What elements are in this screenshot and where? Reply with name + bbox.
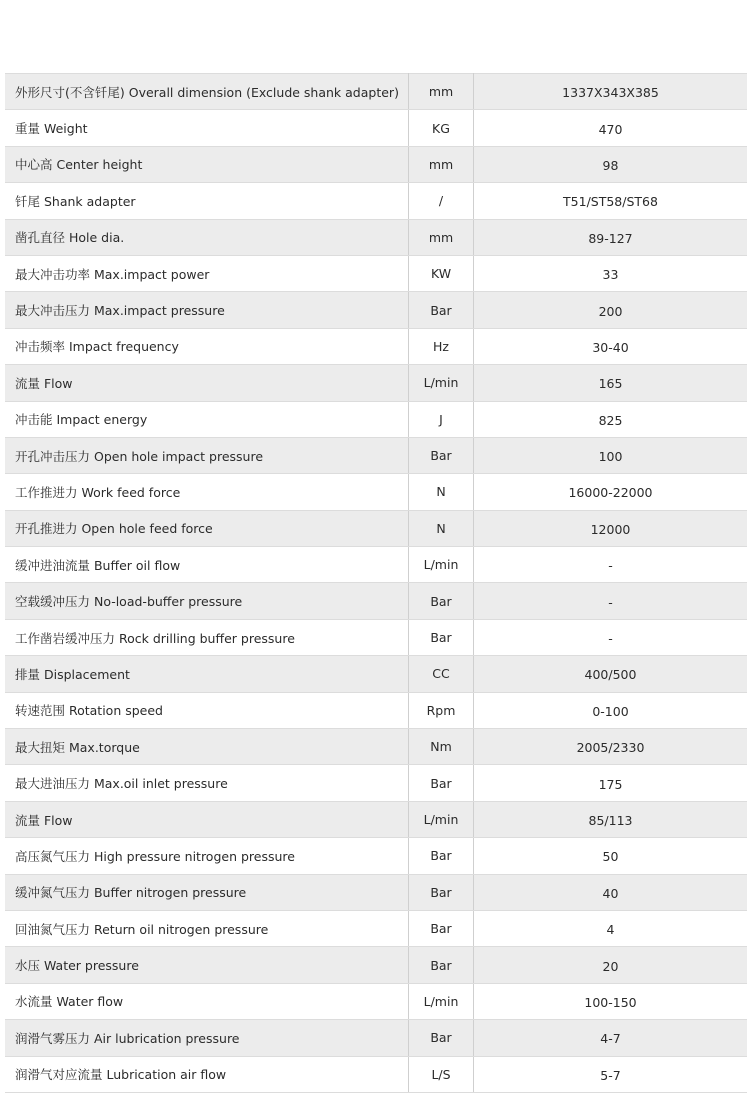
unit-cell: Hz <box>409 328 474 364</box>
table-row <box>5 838 747 874</box>
spec-table-body <box>5 74 747 1093</box>
table-row <box>5 729 747 765</box>
value-cell: 400/500 <box>474 656 748 692</box>
param-cell: 缓冲进油流量 Buffer oil flow <box>5 547 409 583</box>
table-row <box>5 292 747 328</box>
value-cell: 33 <box>474 255 748 291</box>
unit-cell: L/min <box>409 547 474 583</box>
value-cell: 200 <box>474 292 748 328</box>
param-cell: 润滑气雾压力 Air lubrication pressure <box>5 1020 409 1056</box>
value-cell: 12000 <box>474 510 748 546</box>
value-cell: 100-150 <box>474 983 748 1019</box>
param-cell: 最大冲击功率 Max.impact power <box>5 255 409 291</box>
param-cell: 转速范围 Rotation speed <box>5 692 409 728</box>
param-cell: 回油氮气压力 Return oil nitrogen pressure <box>5 910 409 946</box>
param-cell: 缓冲氮气压力 Buffer nitrogen pressure <box>5 874 409 910</box>
unit-cell: mm <box>409 74 474 110</box>
param-cell: 高压氮气压力 High pressure nitrogen pressure <box>5 838 409 874</box>
unit-cell: Bar <box>409 619 474 655</box>
unit-cell: KG <box>409 110 474 146</box>
unit-cell: Bar <box>409 838 474 874</box>
unit-cell: Bar <box>409 583 474 619</box>
param-cell: 流量 Flow <box>5 365 409 401</box>
table-row <box>5 910 747 946</box>
param-cell: 排量 Displacement <box>5 656 409 692</box>
unit-cell: Bar <box>409 910 474 946</box>
unit-cell: L/min <box>409 365 474 401</box>
unit-cell: L/min <box>409 801 474 837</box>
value-cell: 175 <box>474 765 748 801</box>
value-cell: T51/ST58/ST68 <box>474 183 748 219</box>
table-row <box>5 437 747 473</box>
table-row <box>5 146 747 182</box>
table-row <box>5 983 747 1019</box>
param-cell: 工作凿岩缓冲压力 Rock drilling buffer pressure <box>5 619 409 655</box>
spec-sheet <box>5 73 747 1093</box>
value-cell: - <box>474 583 748 619</box>
unit-cell: mm <box>409 146 474 182</box>
value-cell: 16000-22000 <box>474 474 748 510</box>
param-cell: 开孔推进力 Open hole feed force <box>5 510 409 546</box>
table-row <box>5 656 747 692</box>
unit-cell: Bar <box>409 874 474 910</box>
table-row <box>5 74 747 110</box>
table-row <box>5 765 747 801</box>
value-cell: 50 <box>474 838 748 874</box>
spec-table <box>5 73 747 1093</box>
table-row <box>5 255 747 291</box>
unit-cell: mm <box>409 219 474 255</box>
table-row <box>5 583 747 619</box>
param-cell: 水压 Water pressure <box>5 947 409 983</box>
unit-cell: J <box>409 401 474 437</box>
unit-cell: Bar <box>409 1020 474 1056</box>
table-row <box>5 692 747 728</box>
value-cell: 98 <box>474 146 748 182</box>
unit-cell: Bar <box>409 292 474 328</box>
table-row <box>5 401 747 437</box>
unit-cell: L/S <box>409 1056 474 1092</box>
unit-cell: Nm <box>409 729 474 765</box>
value-cell: 30-40 <box>474 328 748 364</box>
unit-cell: CC <box>409 656 474 692</box>
param-cell: 最大冲击压力 Max.impact pressure <box>5 292 409 328</box>
unit-cell: N <box>409 474 474 510</box>
param-cell: 冲击能 Impact energy <box>5 401 409 437</box>
value-cell: 4 <box>474 910 748 946</box>
param-cell: 开孔冲击压力 Open hole impact pressure <box>5 437 409 473</box>
table-row <box>5 219 747 255</box>
param-cell: 最大扭矩 Max.torque <box>5 729 409 765</box>
table-row <box>5 328 747 364</box>
table-row <box>5 183 747 219</box>
param-cell: 凿孔直径 Hole dia. <box>5 219 409 255</box>
unit-cell: Bar <box>409 437 474 473</box>
unit-cell: / <box>409 183 474 219</box>
table-row <box>5 947 747 983</box>
param-cell: 润滑气对应流量 Lubrication air flow <box>5 1056 409 1092</box>
value-cell: 165 <box>474 365 748 401</box>
param-cell: 流量 Flow <box>5 801 409 837</box>
table-row <box>5 547 747 583</box>
param-cell: 工作推进力 Work feed force <box>5 474 409 510</box>
value-cell: 2005/2330 <box>474 729 748 765</box>
table-row <box>5 874 747 910</box>
param-cell: 水流量 Water flow <box>5 983 409 1019</box>
table-row <box>5 619 747 655</box>
table-row <box>5 365 747 401</box>
value-cell: 470 <box>474 110 748 146</box>
param-cell: 空载缓冲压力 No-load-buffer pressure <box>5 583 409 619</box>
param-cell: 冲击频率 Impact frequency <box>5 328 409 364</box>
param-cell: 最大进油压力 Max.oil inlet pressure <box>5 765 409 801</box>
value-cell: 4-7 <box>474 1020 748 1056</box>
value-cell: 825 <box>474 401 748 437</box>
param-cell: 中心高 Center height <box>5 146 409 182</box>
value-cell: - <box>474 619 748 655</box>
value-cell: - <box>474 547 748 583</box>
table-row <box>5 1056 747 1092</box>
param-cell: 外形尺寸(不含钎尾) Overall dimension (Exclude shank adapter) <box>5 74 409 110</box>
value-cell: 85/113 <box>474 801 748 837</box>
unit-cell: L/min <box>409 983 474 1019</box>
value-cell: 89-127 <box>474 219 748 255</box>
value-cell: 20 <box>474 947 748 983</box>
table-row <box>5 474 747 510</box>
value-cell: 0-100 <box>474 692 748 728</box>
unit-cell: N <box>409 510 474 546</box>
value-cell: 1337X343X385 <box>474 74 748 110</box>
unit-cell: Bar <box>409 947 474 983</box>
table-row <box>5 110 747 146</box>
value-cell: 40 <box>474 874 748 910</box>
table-row <box>5 801 747 837</box>
unit-cell: Rpm <box>409 692 474 728</box>
table-row <box>5 510 747 546</box>
value-cell: 5-7 <box>474 1056 748 1092</box>
param-cell: 重量 Weight <box>5 110 409 146</box>
value-cell: 100 <box>474 437 748 473</box>
unit-cell: KW <box>409 255 474 291</box>
param-cell: 钎尾 Shank adapter <box>5 183 409 219</box>
unit-cell: Bar <box>409 765 474 801</box>
